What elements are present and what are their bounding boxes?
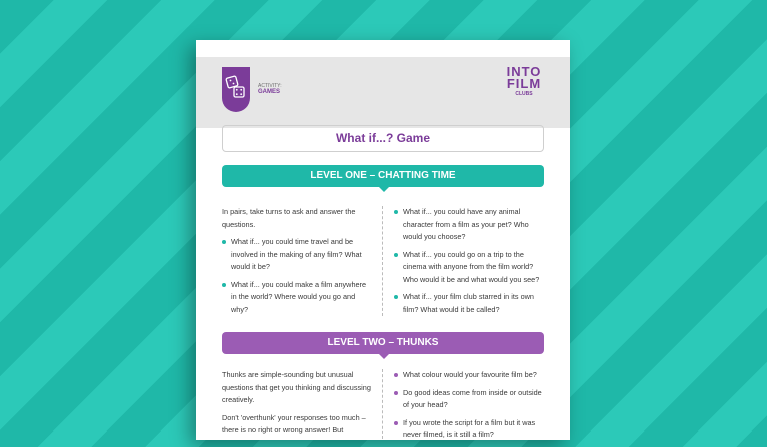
level-two-right-column bbox=[394, 369, 544, 447]
column-divider bbox=[382, 369, 383, 439]
level-two-intro-2: Don't 'overthunk' your responses too much – there is no right or wrong answer! But bbox=[222, 412, 366, 434]
level-one-left-column bbox=[222, 206, 372, 321]
activity-badge bbox=[222, 67, 250, 112]
list-item: What if... you could have any animal character from a film as your pet? Who would you choose? bbox=[394, 206, 544, 244]
list-item: What if... your film club starred in its own film? What would it be called? bbox=[394, 291, 544, 316]
worksheet-page bbox=[196, 40, 570, 440]
list-item: What colour would your favourite film be? bbox=[394, 369, 544, 382]
list-item: What if... you could time travel and be involved in the making of any film? What would it be? bbox=[222, 236, 372, 274]
dice-icon bbox=[225, 75, 247, 101]
level-one-right-column bbox=[394, 206, 544, 321]
column-divider bbox=[382, 206, 383, 316]
activity-value: GAMES bbox=[258, 89, 281, 95]
list-item: What if... you could go on a trip to the cinema with anyone from the film world? Who would it be and what would you see? bbox=[394, 249, 544, 287]
list-item: What if... you could make a film anywhere in the world? Where would you go and why? bbox=[222, 279, 372, 317]
level-two-intro: Thunks are simple-sounding but unusual questions that get you thinking and discussing creatively. bbox=[222, 370, 371, 404]
list-item: Do good ideas come from inside or outside of your head? bbox=[394, 387, 544, 412]
into-film-clubs-logo: INTO FILM CLUBS bbox=[506, 64, 542, 97]
level-one-intro: In pairs, take turns to ask and answer the questions. bbox=[222, 207, 356, 229]
list-item: If you wrote the script for a film but it was never filmed, is it still a film? bbox=[394, 417, 544, 442]
activity-label: ACTIVITY: bbox=[258, 83, 282, 89]
page-title: What if...? Game bbox=[222, 125, 544, 152]
header-bar bbox=[196, 57, 570, 128]
level-two-heading: LEVEL TWO – THUNKS bbox=[222, 332, 544, 354]
level-one-heading: LEVEL ONE – CHATTING TIME bbox=[222, 165, 544, 187]
